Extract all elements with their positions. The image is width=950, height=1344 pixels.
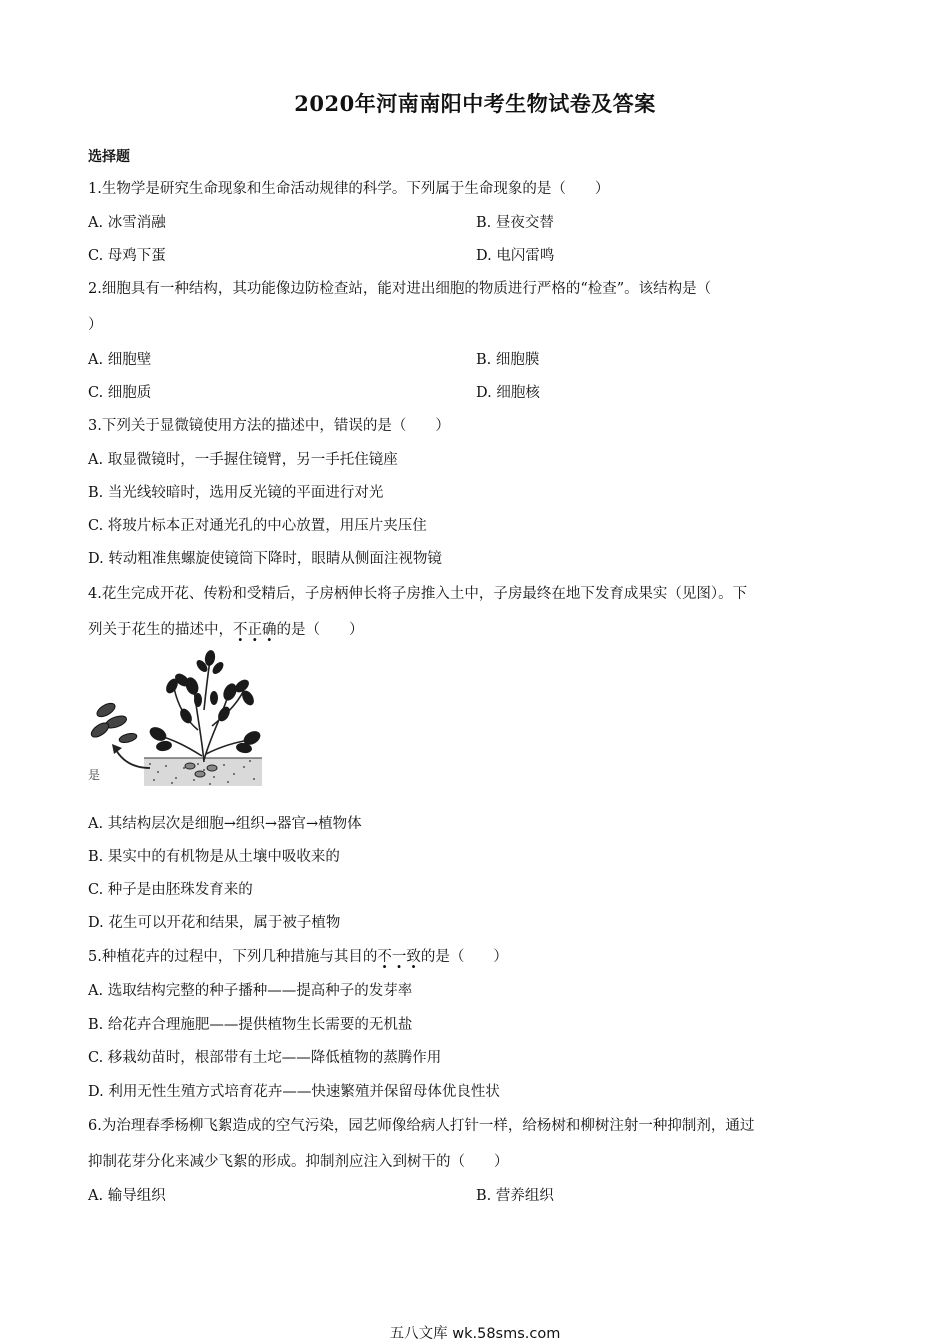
question-2-option-c: C. 细胞质 xyxy=(88,385,152,401)
question-6-option-a: A. 输导组织 xyxy=(88,1188,166,1204)
question-4-option-a: A. 其结构层次是细胞→组织→器官→植物体 xyxy=(88,816,362,832)
question-4-stem-prefix: 列关于花生的描述中， xyxy=(88,622,233,638)
question-5-option-b: B. 给花卉合理施肥——提供植物生长需要的无机盐 xyxy=(88,1017,413,1033)
peanut-plant-figure xyxy=(86,650,266,790)
figure-edge-mark: 是 xyxy=(88,768,101,782)
question-1-option-d: D. 电闪雷鸣 xyxy=(476,248,555,264)
question-1-stem: 1.生物学是研究生命现象和生命活动规律的科学。下列属于生命现象的是（ ） xyxy=(88,181,610,197)
peanut-plant-illustration xyxy=(86,650,266,790)
question-5-stem xyxy=(88,945,508,966)
question-2-option-a: A. 细胞壁 xyxy=(88,352,152,368)
page-title: 2020年河南南阳中考生物试卷及答案 xyxy=(294,91,656,116)
emphasis-char: 一 xyxy=(391,949,407,965)
question-5-stem-prefix: 5.种植花卉的过程中，下列几种措施与其目的 xyxy=(88,949,378,965)
section-heading: 选择题 xyxy=(88,149,130,165)
question-2-stem-end: ） xyxy=(88,317,103,333)
question-3-stem: 3.下列关于显微镜使用方法的描述中，错误的是（ ） xyxy=(88,418,450,434)
question-5-option-c: C. 移栽幼苗时，根部带有土坨——降低植物的蒸腾作用 xyxy=(88,1050,442,1066)
question-1-option-b: B. 昼夜交替 xyxy=(476,215,554,231)
question-3-option-b: B. 当光线较暗时，选用反光镜的平面进行对光 xyxy=(88,485,384,501)
emphasis-char: 确 xyxy=(262,622,277,638)
question-4-stem: 4.花生完成开花、传粉和受精后，子房柄伸长将子房推入土中，子房最终在地下发育成果实（见图）。下 xyxy=(88,586,748,602)
question-5-option-d: D. 利用无性生殖方式培育花卉——快速繁殖并保留母体优良性状 xyxy=(88,1084,500,1100)
question-5-option-a: A. 选取结构完整的种子播种——提高种子的发芽率 xyxy=(88,983,413,999)
question-2-option-d: D. 细胞核 xyxy=(476,385,540,401)
question-1-option-c: C. 母鸡下蛋 xyxy=(88,248,166,264)
question-5-stem-suffix: 的是（ ） xyxy=(420,949,508,965)
emphasis-char: 不 xyxy=(377,949,392,965)
question-1-option-a: A. 冰雪消融 xyxy=(88,215,166,231)
question-6-option-b: B. 营养组织 xyxy=(476,1188,554,1204)
question-4-option-b: B. 果实中的有机物是从土壤中吸收来的 xyxy=(88,849,340,865)
emphasis-char: 致 xyxy=(406,949,421,965)
question-6-stem: 6.为治理春季杨柳飞絮造成的空气污染，园艺师像给病人打针一样，给杨树和柳树注射一种抑制剂，通过 xyxy=(88,1118,755,1134)
question-2-stem: 2.细胞具有一种结构，其功能像边防检查站，能对进出细胞的物质进行严格的“检查”。该结构是（ xyxy=(88,281,712,297)
peanut-pods xyxy=(89,701,138,745)
footer-watermark: 五八文库 wk.58sms.com xyxy=(389,1326,561,1342)
question-2-option-b: B. 细胞膜 xyxy=(476,352,540,368)
question-3-option-d: D. 转动粗准焦螺旋使镜筒下降时，眼睛从侧面注视物镜 xyxy=(88,551,442,567)
emphasis-char: 不 xyxy=(233,622,248,638)
question-4-option-d: D. 花生可以开花和结果，属于被子植物 xyxy=(88,915,341,931)
question-4-stem-line2 xyxy=(88,618,364,639)
question-6-stem-line2: 抑制花芽分化来减少飞絮的形成。抑制剂应注入到树干的（ ） xyxy=(88,1154,509,1170)
question-4-stem-suffix: 的是（ ） xyxy=(276,622,364,638)
emphasis-char: 正 xyxy=(247,622,262,638)
question-4-option-c: C. 种子是由胚珠发育来的 xyxy=(88,882,253,898)
question-3-option-a: A. 取显微镜时，一手握住镜臂，另一手托住镜座 xyxy=(88,452,398,468)
question-3-option-c: C. 将玻片标本正对通光孔的中心放置，用压片夹压住 xyxy=(88,518,427,534)
